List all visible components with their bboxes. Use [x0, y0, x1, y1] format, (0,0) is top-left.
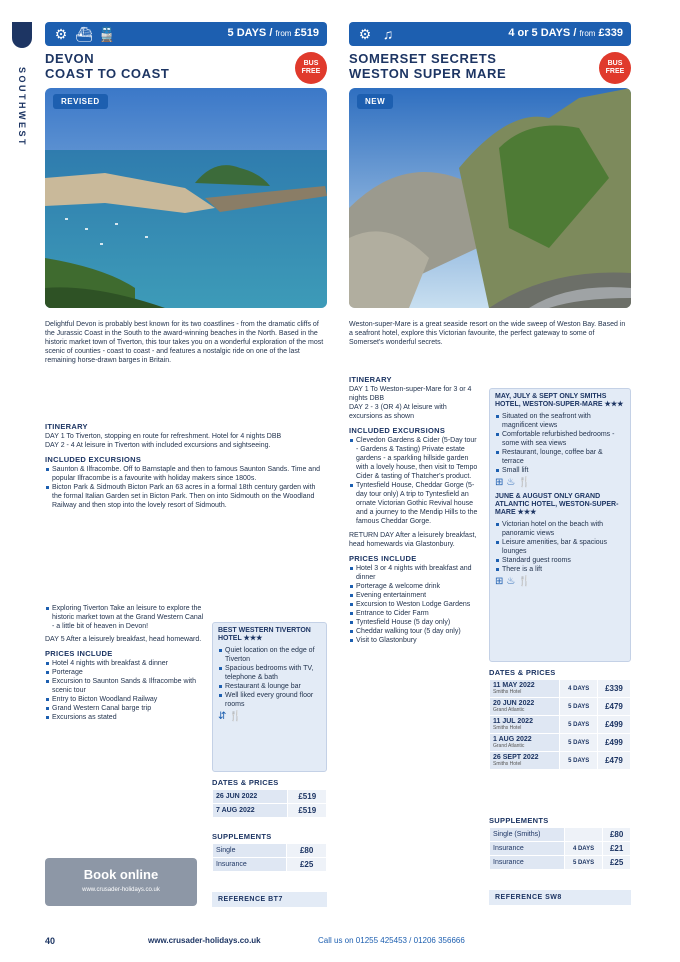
supplement-label: Insurance	[490, 856, 564, 869]
book-online-label: Book online	[83, 867, 159, 882]
spa-icon: ♨	[506, 576, 519, 587]
supplement-row	[213, 844, 326, 857]
days-cell: 5 DAYS	[560, 734, 597, 751]
intro-text: Weston-super-Mare is a great seaside resort on the wide sweep of Weston Bay. Based in a seafront hotel, explore this Victorian favourite, the perfect gateway to some of Somerset's wonderful secrets.	[349, 321, 626, 346]
hotel-feature: Well liked every ground floor rooms	[218, 691, 321, 709]
excursion-item: Clevedon Gardens & Cider (5-Day tour - Gardens & Tasting) Private estate gardens - a sparkling hillside garden with a lovely house, then visit to Tempo Cider & tasting of Thatcher's product.	[349, 436, 479, 481]
supplement-price: £25	[603, 856, 630, 869]
page-number: 40	[45, 936, 56, 946]
lift-icon: ⊞	[495, 477, 507, 488]
itinerary-day-1: DAY 1 To Weston-super-Mare for 3 or 4 nights DBB	[349, 386, 472, 402]
restaurant-icon: 🍴	[229, 711, 245, 722]
itinerary	[349, 370, 479, 645]
price-cell: £499	[598, 716, 630, 733]
hotel-feature: Quiet location on the edge of Tiverton	[218, 646, 321, 664]
hotel-feature: Comfortable refurbished bedrooms - some with sea views	[495, 430, 625, 448]
promo-badge: BUS FREE	[599, 52, 631, 84]
days-cell	[565, 828, 602, 841]
price-include-item: Excursion to Saunton Sands & Ilfracombe with scenic tour	[45, 677, 205, 695]
itinerary-day-2: DAY 2 - 4 At leisure in Tiverton with included excursions and sightseeing.	[45, 442, 271, 449]
supplement-label: Insurance	[213, 858, 286, 871]
supplements	[212, 832, 327, 872]
excursions-heading: INCLUDED EXCURSIONS	[349, 426, 446, 435]
itinerary-return-day: RETURN DAY After a leisurely breakfast, head homewards via Glastonbury.	[349, 532, 477, 548]
book-online-url[interactable]: www.crusader-holidays.co.uk	[82, 887, 160, 893]
date-cell: 26 JUN 2022	[213, 790, 287, 803]
price-include-item: Hotel 3 or 4 nights with breakfast and dinner	[349, 564, 479, 582]
hotel-name: MAY, JULY & SEPT ONLY SMITHS HOTEL, WESTON-SUPER-MARE ★★★	[495, 393, 624, 408]
hotel-note: Smiths Hotel	[493, 689, 522, 695]
dates-heading: DATES & PRICES	[212, 778, 279, 787]
date-row	[213, 790, 326, 803]
dates-prices	[489, 668, 631, 770]
hotel-feature: Leisure amenities, bar & spacious lounges	[495, 538, 625, 556]
hotel-feature: Situated on the seafront with magnificent views	[495, 412, 625, 430]
hotel-box	[212, 622, 327, 772]
date-row	[490, 716, 630, 733]
phone-numbers: Call us on 01255 425453 / 01206 356666	[318, 936, 465, 945]
tour-header-bar: ⚙ ♫ 4 or 5 DAYS / from £339	[349, 22, 631, 46]
supplement-label: Single	[213, 844, 286, 857]
new-ribbon: NEW	[357, 94, 393, 109]
lift-icon: ⇵	[218, 711, 230, 722]
hotel-amenity-icons	[218, 712, 321, 721]
excursion-item: Tyntesfield House, Cheddar Gorge (5-day tour only) A trip to Tyntesfield an ornate Victorian Gothic Revival house and a journey to the Mendip Hills to the famous Cheddar Gorge.	[349, 481, 479, 526]
restaurant-icon: 🍴	[518, 576, 534, 587]
date-text: 11 JUL 2022	[493, 718, 533, 725]
itinerary	[45, 417, 327, 510]
excursion-item: Saunton & Ilfracombe. Off to Barnstaple and then to famous Saunton Sands. Time and popular Ilfracombe is a favourite with holiday makers since 1800s.	[45, 465, 327, 483]
section-marker	[12, 22, 32, 48]
supplements-heading: SUPPLEMENTS	[212, 832, 272, 841]
excursion-item: Bicton Park & Sidmouth Bicton Park an 63 acres in a formal 18th century garden with the formal Italian Garden set in Bicton Park. Then on into Sidmouth on the Woodland Railway and then stop into the lovely resort of Sidmouth.	[45, 483, 327, 510]
excursion-tiverton	[45, 604, 205, 722]
price-include-item: Excursions as stated	[45, 713, 205, 722]
hotel-amenity-icons	[495, 577, 625, 586]
tour-reference: REFERENCE BT7	[212, 892, 327, 907]
days-cell: 5 DAYS	[560, 716, 597, 733]
dates-heading: DATES & PRICES	[489, 668, 556, 677]
tour-title	[349, 51, 631, 81]
price-cell: £479	[598, 752, 630, 769]
price-include-item: Porterage	[45, 668, 205, 677]
days-cell: 5 DAYS	[560, 698, 597, 715]
hotel-name: JUNE & AUGUST ONLY GRAND ATLANTIC HOTEL, WESTON-SUPER-MARE ★★★	[495, 493, 619, 516]
hotel-name: BEST WESTERN TIVERTON HOTEL ★★★	[218, 627, 311, 642]
hotel-box	[489, 388, 631, 662]
section-tab	[12, 22, 32, 152]
date-row	[490, 752, 630, 769]
hotel-feature: Restaurant, lounge, coffee bar & terrace	[495, 448, 625, 466]
hotel-note: Smiths Hotel	[493, 761, 522, 767]
prices-include-heading: PRICES INCLUDE	[45, 649, 113, 658]
somerset-photo	[349, 88, 631, 308]
from-label: from	[275, 29, 292, 38]
excursion-item: Exploring Tiverton Take an leisure to explore the historic market town at the Grand Western Canal - a little bit of heaven in Devon!	[45, 604, 205, 631]
date-cell	[490, 752, 559, 769]
date-row	[490, 734, 630, 751]
hotel-feature: Standard guest rooms	[495, 556, 625, 565]
price-cell: £519	[288, 804, 326, 817]
music-icon: ♫	[382, 26, 394, 42]
hotel-amenity-icons	[495, 478, 625, 487]
devon-photo	[45, 88, 327, 308]
supplements	[489, 816, 631, 870]
date-text: 20 JUN 2022	[493, 700, 535, 707]
promo-badge: BUS FREE	[295, 52, 327, 84]
price-include-item: Tyntesfield House (5 day only)	[349, 618, 479, 627]
page-footer	[0, 936, 680, 952]
price-include-item: Entrance to Cider Farm	[349, 609, 479, 618]
itinerary-day-2: DAY 2 - 3 (OR 4) At leisure with excursions as shown	[349, 404, 447, 420]
restaurant-icon: 🍴	[518, 477, 534, 488]
date-row	[213, 804, 326, 817]
tour-intro	[45, 320, 327, 365]
price-cell: £479	[598, 698, 630, 715]
hotel-feature: Small lift	[495, 466, 625, 475]
days-cell: 5 DAYS	[565, 856, 602, 869]
hotel-note: Smiths Hotel	[493, 725, 522, 731]
date-cell	[490, 698, 559, 715]
website-link[interactable]: www.crusader-holidays.co.uk	[148, 936, 261, 945]
price-include-item: Porterage & welcome drink	[349, 582, 479, 591]
date-row	[490, 680, 630, 697]
price-include-item: Hotel 4 nights with breakfast & dinner	[45, 659, 205, 668]
ship-icon: ⛴	[75, 25, 93, 42]
price-include-item: Cheddar walking tour (5 day only)	[349, 627, 479, 636]
date-row	[490, 698, 630, 715]
tour-intro	[349, 320, 631, 347]
duration: 5 DAYS	[227, 27, 267, 39]
hotel-feature: There is a lift	[495, 565, 625, 574]
supplement-price: £80	[603, 828, 630, 841]
title-line-1: SOMERSET SECRETS	[349, 51, 497, 66]
supplement-row	[490, 856, 630, 869]
days-cell: 4 DAYS	[560, 680, 597, 697]
date-text: 1 AUG 2022	[493, 736, 532, 743]
prices-include-heading: PRICES INCLUDE	[349, 554, 417, 563]
supplement-price: £21	[603, 842, 630, 855]
train-icon: 🚆	[98, 25, 116, 42]
tour-devon	[45, 22, 327, 922]
tour-header-bar: ⚙ ⛴ 🚆 5 DAYS / from £519	[45, 22, 327, 46]
days-cell: 5 DAYS	[560, 752, 597, 769]
price-include-item: Excursion to Weston Lodge Gardens	[349, 600, 479, 609]
date-cell	[490, 680, 559, 697]
date-text: 11 MAY 2022	[493, 682, 535, 689]
days-cell: 4 DAYS	[565, 842, 602, 855]
hotel-note: Grand Atlantic	[493, 743, 525, 749]
title-line-1: DEVON	[45, 51, 95, 66]
supplements-heading: SUPPLEMENTS	[489, 816, 549, 825]
supplement-row	[213, 858, 326, 871]
supplement-price: £25	[287, 858, 326, 871]
date-text: 26 SEPT 2022	[493, 754, 539, 761]
supplement-label: Insurance	[490, 842, 564, 855]
price-include-item: Visit to Glastonbury	[349, 636, 479, 645]
title-line-2: WESTON SUPER MARE	[349, 66, 507, 81]
price-cell: £519	[288, 790, 326, 803]
price-include-item: Grand Western Canal barge trip	[45, 704, 205, 713]
gear-icon: ⚙	[54, 25, 68, 42]
supplement-label: Single (Smiths)	[490, 828, 564, 841]
supplement-row	[490, 842, 630, 855]
tour-title	[45, 51, 327, 81]
book-online-button[interactable]	[45, 858, 197, 906]
supplement-price: £80	[287, 844, 326, 857]
date-cell: 7 AUG 2022	[213, 804, 287, 817]
section-label: SOUTHWEST	[17, 67, 27, 147]
spa-icon: ♨	[506, 477, 519, 488]
supplement-row	[490, 828, 630, 841]
itinerary-day-1: DAY 1 To Tiverton, stopping en route for refreshment. Hotel for 4 nights DBB	[45, 433, 282, 440]
itinerary-heading: ITINERARY	[349, 375, 392, 384]
hotel-feature: Victorian hotel on the beach with panoramic views	[495, 520, 625, 538]
tour-reference: REFERENCE SW8	[489, 890, 631, 905]
from-label: from	[579, 29, 596, 38]
revised-ribbon: REVISED	[53, 94, 108, 109]
price-cell: £499	[598, 734, 630, 751]
price-include-item: Evening entertainment	[349, 591, 479, 600]
itinerary-heading: ITINERARY	[45, 422, 88, 431]
lift-icon: ⊞	[495, 576, 507, 587]
excursions-heading: INCLUDED EXCURSIONS	[45, 455, 142, 464]
from-price: £519	[294, 27, 319, 39]
duration: 4 or 5 DAYS	[508, 27, 571, 39]
title-line-2: COAST TO COAST	[45, 66, 170, 81]
tour-somerset	[349, 22, 631, 922]
hotel-note: Grand Atlantic	[493, 707, 525, 713]
intro-text: Delightful Devon is probably best known for its two coastlines - from the dramatic cliffs of the Jurassic Coast in the South to the award-winning beaches in the North. Based in the historic market town of Tiverton, this tour takes you on a wonderful exploration of the most scenic of counties - coast to coast - and features a nostalgic ride on one of the last remaining horse-drawn barges in Britain.	[45, 321, 324, 364]
hotel-feature: Spacious bedrooms with TV, telephone & bath	[218, 664, 321, 682]
price-cell: £339	[598, 680, 630, 697]
date-cell	[490, 734, 559, 751]
gear-icon: ⚙	[358, 25, 372, 42]
from-price: £339	[598, 27, 623, 39]
itinerary-day-5: DAY 5 After a leisurely breakfast, head homeward.	[45, 636, 202, 643]
date-cell	[490, 716, 559, 733]
hotel-feature: Restaurant & lounge bar	[218, 682, 321, 691]
dates-prices	[212, 778, 327, 818]
price-include-item: Entry to Bicton Woodland Railway	[45, 695, 205, 704]
